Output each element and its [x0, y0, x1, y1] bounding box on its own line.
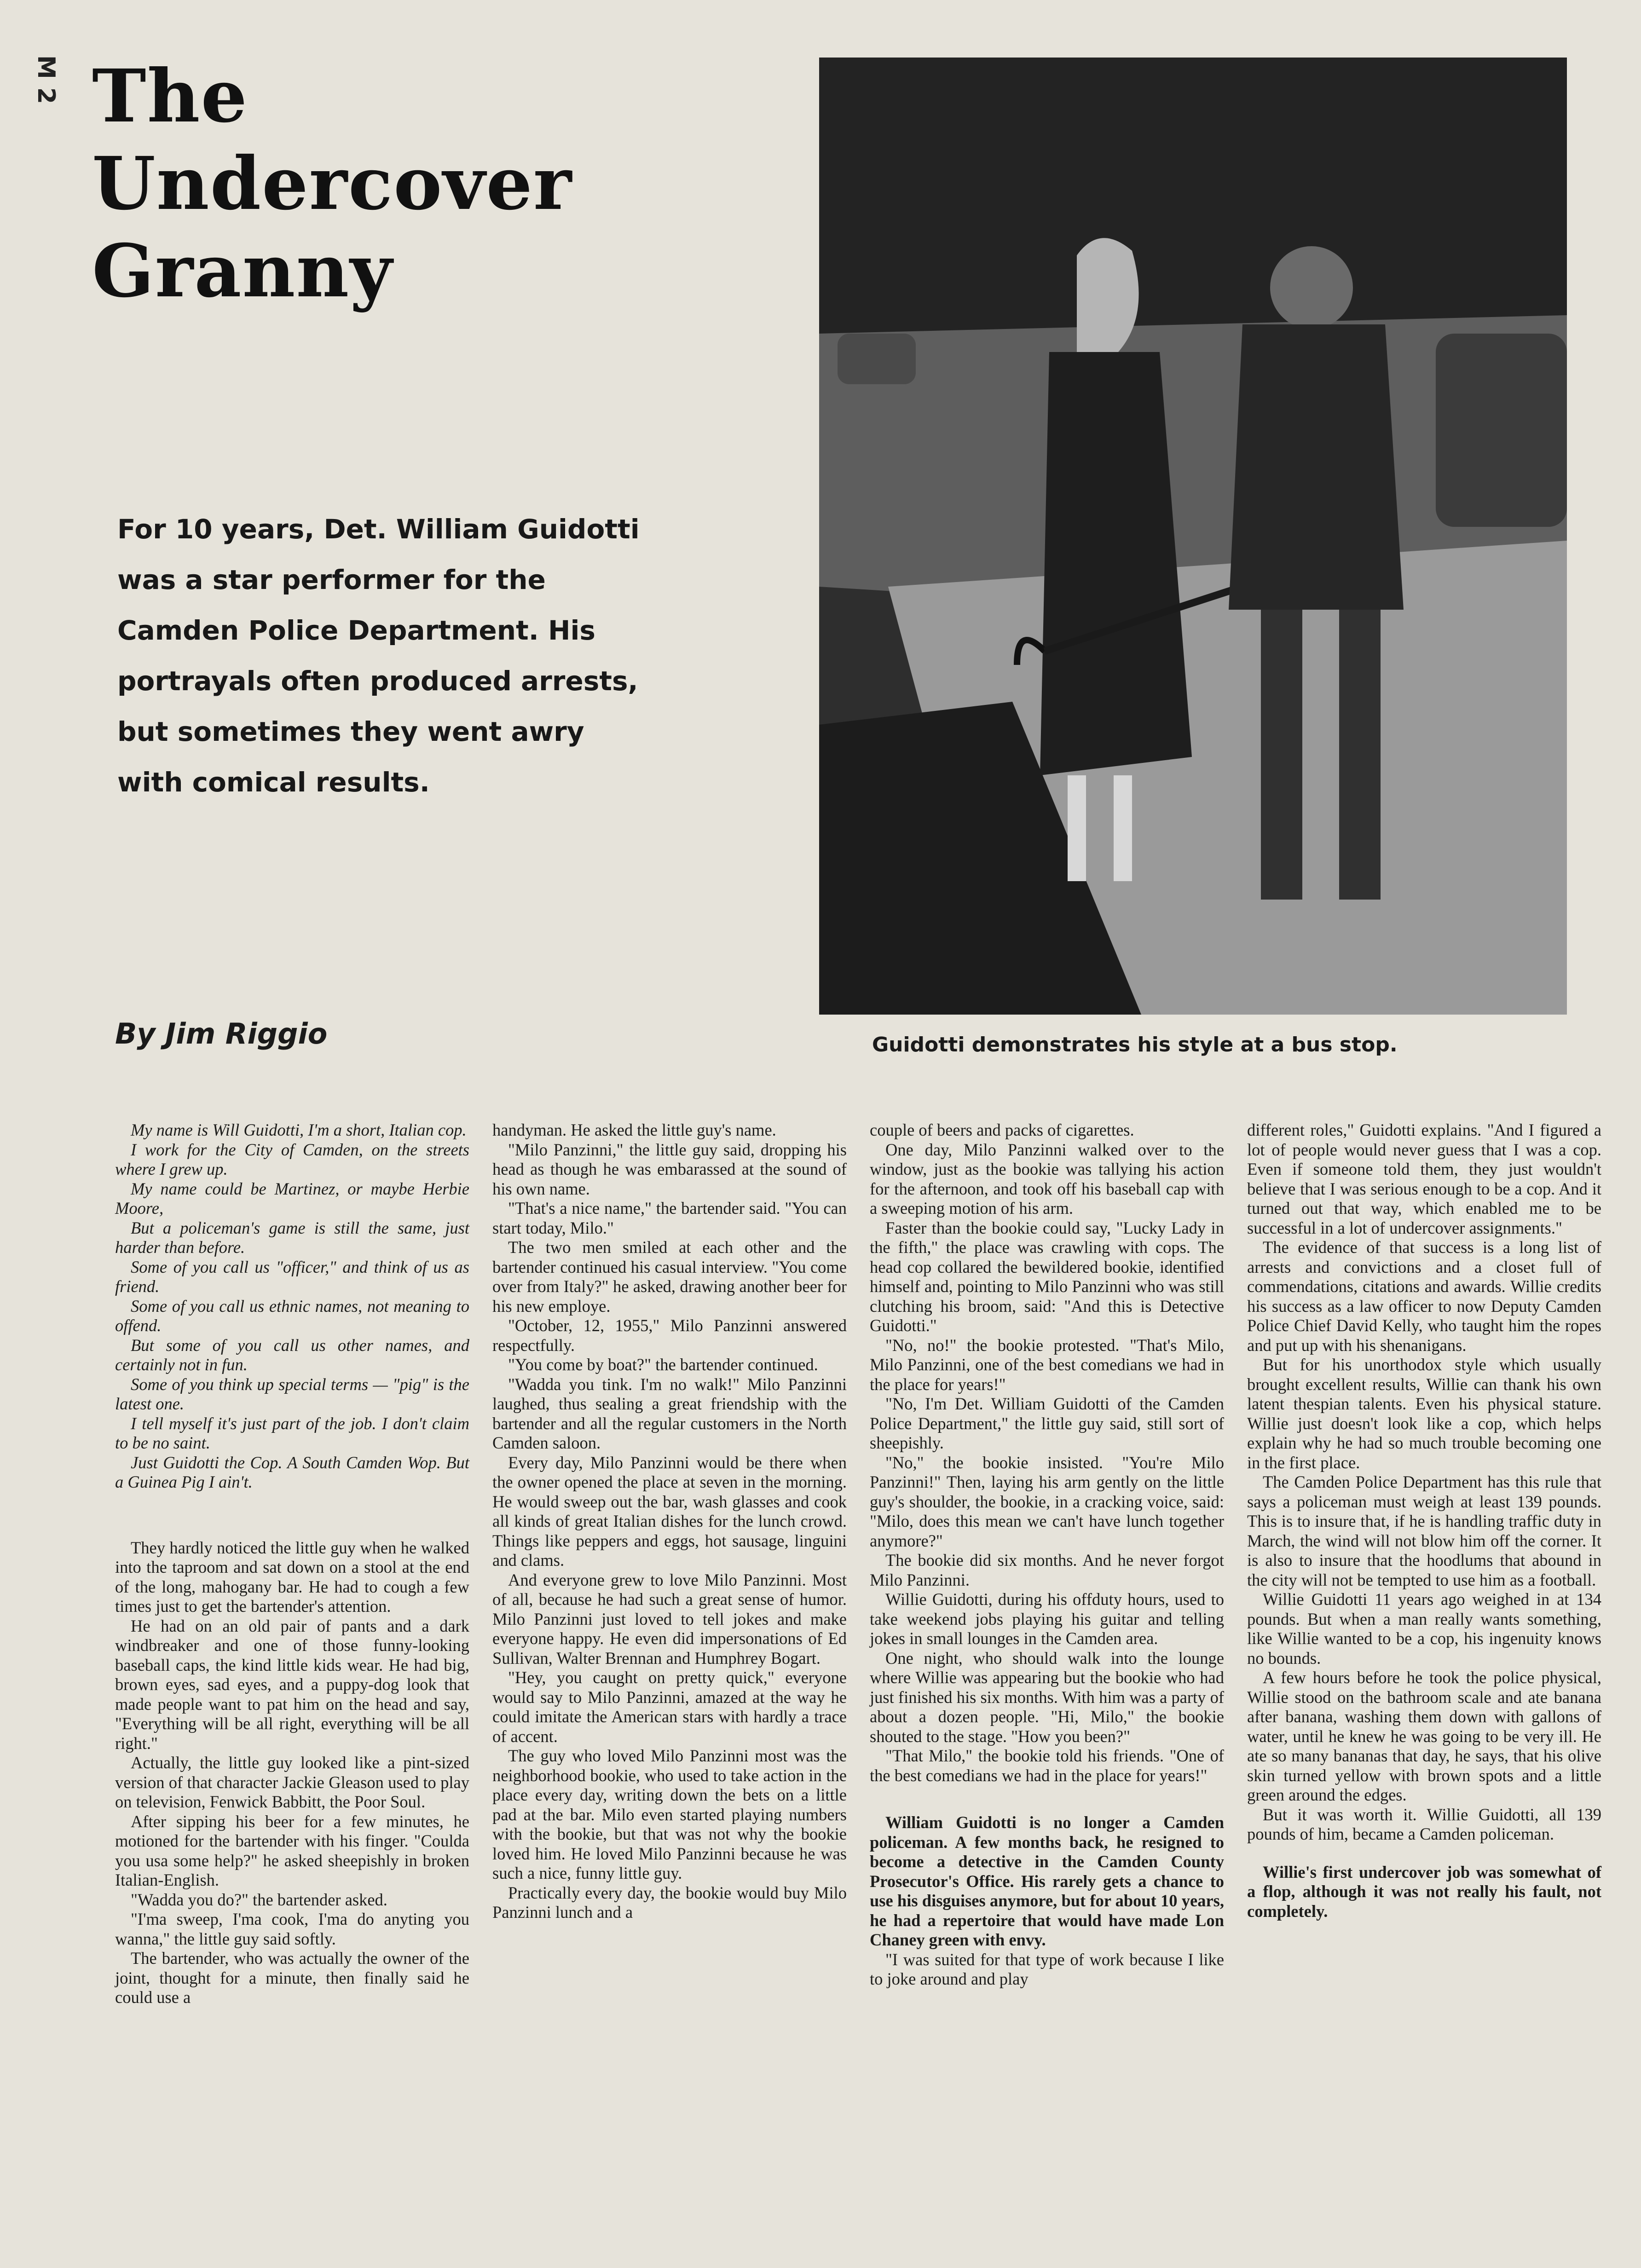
poem-line: My name is Will Guidotti, I'm a short, Italian cop. [131, 1120, 467, 1139]
article-column-2 [492, 1120, 847, 1922]
paragraph: And everyone grew to love Milo Panzinni. Most of all, because he had such a great sense of humor. Milo Panzinni just loved to tell jokes and make everyone happy. He even did impersonations of Ed Sullivan, Walter Brennan and Humphrey Bogart. [492, 1570, 847, 1668]
paragraph: "You come by boat?" the bartender continued. [508, 1355, 818, 1374]
paragraph: William Guidotti is no longer a Camden policeman. A few months back, he resigned to become a detective in the Camden County Prosecutor's Office. His rarely gets a chance to use his disguises anymore, but for about 10 years, he had a repertoire that would have made Lon Chaney green with envy. [870, 1813, 1224, 1949]
paragraph: "That Milo," the bookie told his friends. "One of the best comedians we had in the place for years!" [870, 1746, 1224, 1785]
poem-line: I work for the City of Camden, on the streets where I grew up. [115, 1140, 469, 1178]
paragraph: But it was worth it. Willie Guidotti, all 139 pounds of him, became a Camden policeman. [1247, 1805, 1601, 1843]
photo-illustration [819, 58, 1567, 1015]
article-column-4 [1247, 1120, 1601, 1921]
paragraph: "Wadda you do?" the bartender asked. [131, 1890, 387, 1909]
poem-line: I tell myself it's just part of the job. I don't claim to be no saint. [115, 1414, 469, 1452]
headline-line: Undercover [92, 141, 573, 226]
paragraph: After sipping his beer for a few minutes, he motioned for the bartender with his finger. "Coulda you usa some help?" he asked sheepishly in broken Italian-English. [115, 1812, 469, 1889]
paragraph: "No," the bookie insisted. "You're Milo Panzinni!" Then, laying his arm gently on the little guy's shoulder, the bookie, in a cracking voice, said: "Milo, does this mean we can't have lunch together anymore?" [870, 1453, 1224, 1550]
paragraph: "I was suited for that type of work because I like to joke around and play [870, 1950, 1224, 1988]
article-column-3 [870, 1120, 1224, 1989]
paragraph: "Milo Panzinni," the little guy said, dropping his head as though he was embarassed at the sound of his own name. [492, 1140, 847, 1198]
paragraph: "No, I'm Det. William Guidotti of the Camden Police Department," the little guy said, still sort of sheepishly. [870, 1394, 1224, 1452]
paragraph: One night, who should walk into the lounge where Willie was appearing but the bookie who had just finished his six months. With him was a party of about a dozen people. "Hi, Milo," the bookie shouted to the stage. "How you been?" [870, 1648, 1224, 1746]
photo-caption: Guidotti demonstrates his style at a bus stop. [872, 1033, 1398, 1056]
paragraph: different roles," Guidotti explains. "And I figured a lot of people would never guess that I was a cop. Even if someone told them, they just wouldn't believe that I was serious enough to be a cop. And it turned out that way, which enabled me to be successful in a lot of undercover assignments." [1247, 1120, 1601, 1237]
paragraph: "Hey, you caught on pretty quick," everyone would say to Milo Panzinni, amazed at the way he could imitate the American stars with hardly a trace of accent. [492, 1668, 847, 1746]
paragraph: They hardly noticed the little guy when he walked into the taproom and sat down on a stool at the end of the long, mahogany bar. He had to cough a few times just to get the bartender's attention. [115, 1538, 469, 1616]
poem-line: Some of you call us "officer," and think of us as friend. [115, 1257, 469, 1296]
byline: By Jim Riggio [115, 1017, 328, 1050]
headline [92, 53, 736, 315]
paragraph: "No, no!" the bookie protested. "That's Milo, Milo Panzinni, one of the best comedians we had in the place for years!" [870, 1335, 1224, 1394]
poem-line: Some of you call us ethnic names, not meaning to offend. [115, 1296, 469, 1335]
photo [819, 58, 1567, 1015]
paragraph: One day, Milo Panzinni walked over to the window, just as the bookie was tallying his action for the afternoon, and took off his baseball cap with a sweeping motion of his arm. [870, 1140, 1224, 1218]
poem-line: But a policeman's game is still the same, just harder than before. [115, 1218, 469, 1257]
paragraph: Actually, the little guy looked like a pint-sized version of that character Jackie Gleason used to play on television, Fenwick Babbitt, the Poor Soul. [115, 1753, 469, 1811]
paragraph: The evidence of that success is a long list of arrests and convictions and a closet full of commendations, citations and awards. Willie credits his success as a law officer to now Deputy Camden Police Chief David Kelly, who taught him the ropes and put up with his shenanigans. [1247, 1238, 1601, 1355]
paragraph: Practically every day, the bookie would buy Milo Panzinni lunch and a [492, 1883, 847, 1922]
poem [115, 1120, 469, 1492]
poem-line: My name could be Martinez, or maybe Herbie Moore, [115, 1179, 469, 1218]
paragraph: He had on an old pair of pants and a dark windbreaker and one of those funny-looking baseball caps, the kind little kids wear. He had big, brown eyes, sad eyes, and a puppy-dog look that made people want to pat him on the head and say, "Everything will be all right, everything will be all right." [115, 1616, 469, 1753]
paragraph: The two men smiled at each other and the bartender continued his casual interview. "You come over from Italy?" he asked, drawing another beer for his new employe. [492, 1238, 847, 1316]
headline-line: The [92, 54, 248, 139]
paragraph: Willie Guidotti, during his offduty hours, used to take weekend jobs playing his guitar and telling jokes in small lounges in the Camden area. [870, 1590, 1224, 1648]
paragraph: handyman. He asked the little guy's name. [492, 1120, 776, 1139]
article-column-1 [115, 1120, 469, 2008]
paragraph: The guy who loved Milo Panzinni most was the neighborhood bookie, who used to take action in the place every day, writing down the bets on a little pad at the bar. Milo even started playing numbers with the bookie, but that was not why the bookie loved him. He loved Milo Panzinni because he was such a nice, funny little guy. [492, 1746, 847, 1882]
paragraph: Every day, Milo Panzinni would be there when the owner opened the place at seven in the morning. He would sweep out the bar, wash glasses and cook all kinds of great Italian dishes for the lunch crowd. Things like peppers and eggs, hot sausage, linguini and clams. [492, 1453, 847, 1570]
paragraph: Faster than the bookie could say, "Lucky Lady in the fifth," the place was crawling with cops. The head cop collared the bewildered bookie, identified himself and, pointing to Milo Panzinni who was still clutching his broom, said: "And this is Detective Guidotti." [870, 1218, 1224, 1335]
poem-line: But some of you call us other names, and certainly not in fun. [115, 1335, 469, 1374]
paragraph: "Wadda you tink. I'm no walk!" Milo Panzinni laughed, thus sealing a great friendship with the bartender and all the regular customers in the North Camden saloon. [492, 1374, 847, 1452]
paragraph: A few hours before he took the police physical, Willie stood on the bathroom scale and ate banana after banana, washing them down with gallons of water, until he knew he was going to be very ill. He ate so many bananas that day, he says, that his olive skin turned yellow with brown spots and a little green around the edges. [1247, 1668, 1601, 1804]
deck: For 10 years, Det. William Guidotti was a star performer for the Camden Police Department. His portrayals often produced arrests, but sometimes they went awry with comical results. [117, 514, 640, 798]
paragraph: But for his unorthodox style which usually brought excellent results, Willie can thank his own latent thespian talents. Even his physical stature. Willie just doesn't look like a cop, which helps explain why he had so much trouble becoming one in the first place. [1247, 1355, 1601, 1472]
paragraph: The Camden Police Department has this rule that says a policeman must weigh at least 139 pounds. This is to insure that, if he is handling traffic duty in March, the wind will not blow him off the corner. It is also to insure that the hoodlums that abound in the city will not be tempted to use him as a football. [1247, 1472, 1601, 1589]
headline-line: Granny [92, 229, 393, 314]
paragraph: Willie Guidotti 11 years ago weighed in at 134 pounds. But when a man really wants something, like Willie wanted to be a cop, his ingenuity knows no bounds. [1247, 1590, 1601, 1668]
paragraph: "That's a nice name," the bartender said. "You can start today, Milo." [492, 1199, 847, 1237]
paragraph: Willie's first undercover job was somewhat of a flop, although it was not really his fault, not completely. [1247, 1862, 1601, 1921]
paragraph: "I'ma sweep, I'ma cook, I'ma do anyting you wanna," the little guy said softly. [115, 1910, 469, 1948]
paragraph: "October, 12, 1955," Milo Panzinni answered respectfully. [492, 1316, 847, 1355]
paragraph: The bartender, who was actually the owner of the joint, thought for a minute, then finally said he could use a [115, 1949, 469, 2007]
poem-line: Some of you think up special terms — "pig" is the latest one. [115, 1374, 469, 1413]
paragraph: couple of beers and packs of cigarettes. [870, 1120, 1134, 1139]
page-mark: M 2 [32, 55, 60, 104]
poem-line: Just Guidotti the Cop. A South Camden Wop. But a Guinea Pig I ain't. [115, 1453, 469, 1491]
paragraph: The bookie did six months. And he never forgot Milo Panzinni. [870, 1551, 1224, 1589]
